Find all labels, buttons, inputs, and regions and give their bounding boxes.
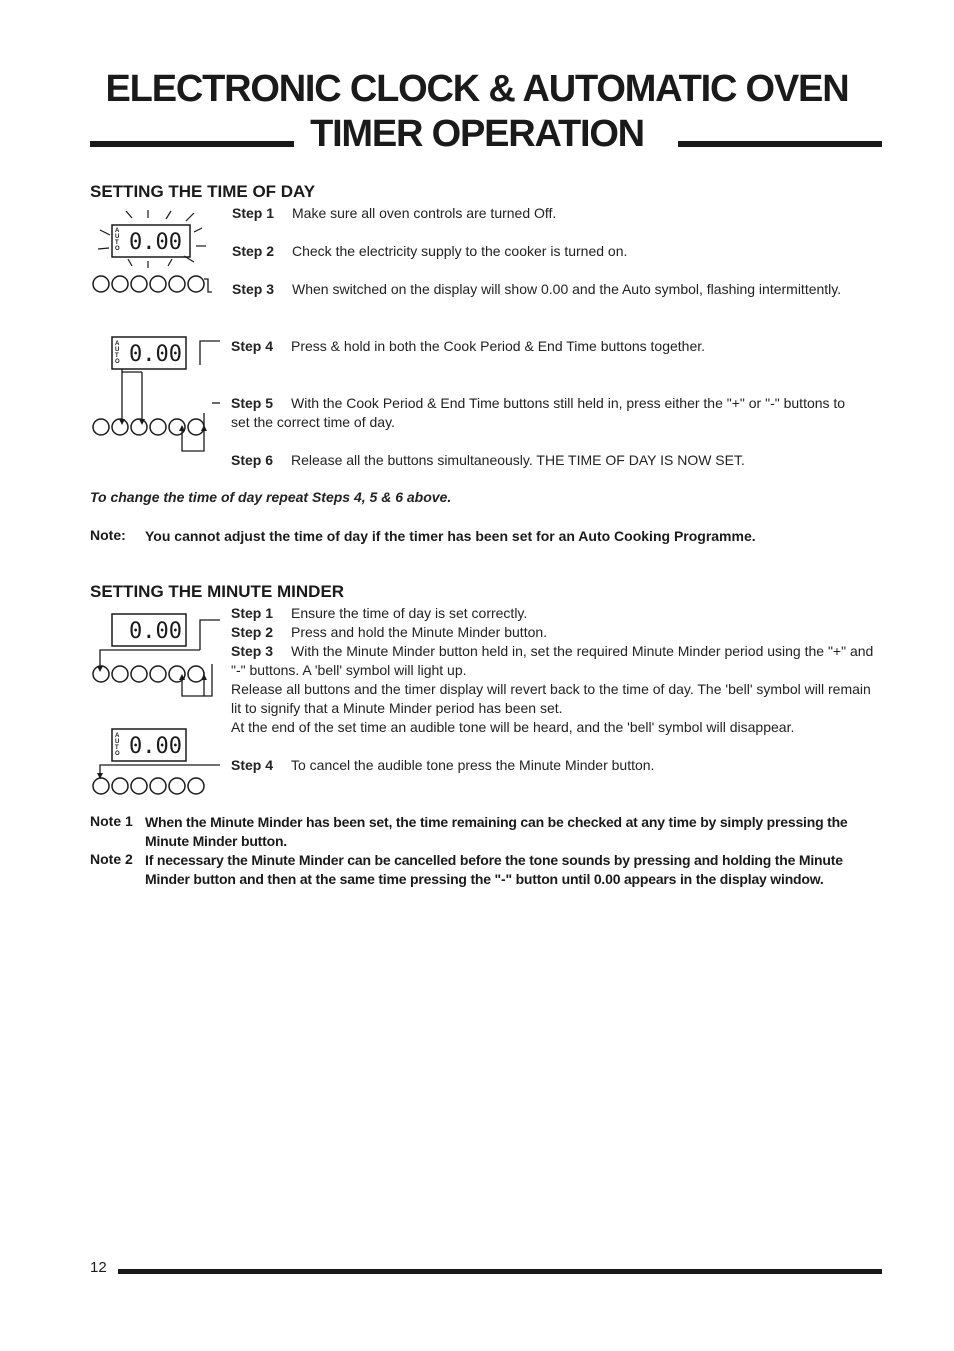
display-readout: 0.00 — [129, 619, 182, 644]
figure-flashing-display — [86, 208, 226, 298]
figure-minute-minder-cancel — [86, 725, 236, 800]
auto-letter: A — [115, 228, 120, 234]
note-2-text: If necessary the Minute Minder can be cancelled before the tone sounds by pressing and holding the Minute Minder button and then at the same time pressing the "-" button until 0.00 appears in the display window. — [145, 852, 843, 887]
note-1-text: When the Minute Minder has been set, the time remaining can be checked at any time by simply pressing the Minute Minder button. — [145, 814, 848, 849]
display-readout: 0.00 — [129, 342, 182, 367]
auto-letter: A — [115, 341, 120, 347]
button-row — [93, 276, 204, 292]
tod-step-1: Step 1 Make sure all oven controls are turned Off. — [232, 205, 557, 221]
auto-letter: T — [115, 240, 119, 246]
button-row — [93, 666, 204, 682]
page-number: 12 — [90, 1259, 107, 1276]
auto-letter: O — [115, 751, 120, 757]
mm-step-4: Step 4 To cancel the audible tone press the Minute Minder button. — [231, 757, 655, 773]
auto-letter: U — [115, 234, 120, 240]
section-heading-minute-minder: SETTING THE MINUTE MINDER — [90, 582, 345, 601]
mm-step-1: Step 1 Ensure the time of day is set correctly. — [231, 605, 528, 621]
page-title-line-1: ELECTRONIC CLOCK & AUTOMATIC OVEN — [105, 68, 849, 110]
tod-step-4: Step 4 Press & hold in both the Cook Period & End Time buttons together. — [231, 338, 706, 354]
mm-step-2: Step 2 Press and hold the Minute Minder button. — [231, 624, 548, 640]
auto-letter: A — [115, 733, 120, 739]
auto-letter: T — [115, 745, 119, 751]
display-readout: 0.00 — [129, 230, 182, 255]
auto-letter: O — [115, 359, 120, 365]
mm-release-text: Release all buttons and the timer display will revert back to the time of day. The 'bell' symbol will remain lit to signify that a Minute Minder period has been set. — [231, 681, 871, 716]
tod-step-5: Step 5 With the Cook Period & End Time buttons still held in, press either the "+" or "-" buttons to set the correct time of day. — [231, 395, 846, 430]
figure-cook-period-end-time — [86, 335, 236, 455]
footer-rule — [118, 1269, 882, 1274]
tod-step-2: Step 2 Check the electricity supply to the cooker is turned on. — [232, 243, 628, 259]
change-time-note: To change the time of day repeat Steps 4, 5 & 6 above. — [90, 489, 452, 505]
mm-step-3: Step 3 With the Minute Minder button held in, set the required Minute Minder period using the "+" and "-" buttons. A 'bell' symbol will light up. — [231, 643, 874, 678]
title-rule-right — [678, 141, 882, 147]
auto-letter: T — [115, 353, 119, 359]
tod-step-6: Step 6 Release all the buttons simultaneously. THE TIME OF DAY IS NOW SET. — [231, 452, 745, 468]
mm-end-text: At the end of the set time an audible tone will be heard, and the 'bell' symbol will disappear. — [231, 719, 795, 735]
auto-letter: U — [115, 739, 120, 745]
button-row — [93, 419, 204, 435]
note-text: You cannot adjust the time of day if the timer has been set for an Auto Cooking Programme. — [145, 528, 756, 544]
section-heading-time-of-day: SETTING THE TIME OF DAY — [90, 182, 316, 201]
note-1-label: Note 1 — [90, 813, 133, 829]
auto-letter: U — [115, 347, 120, 353]
auto-letter: O — [115, 246, 120, 252]
display-readout: 0.00 — [129, 734, 182, 759]
figure-minute-minder-set — [86, 610, 236, 700]
page-title-line-2: TIMER OPERATION — [310, 113, 644, 155]
button-row — [93, 778, 204, 794]
note-label: Note: — [90, 527, 126, 543]
note-2-label: Note 2 — [90, 851, 133, 867]
tod-step-3: Step 3 When switched on the display will show 0.00 and the Auto symbol, flashing intermittently. — [232, 281, 842, 297]
